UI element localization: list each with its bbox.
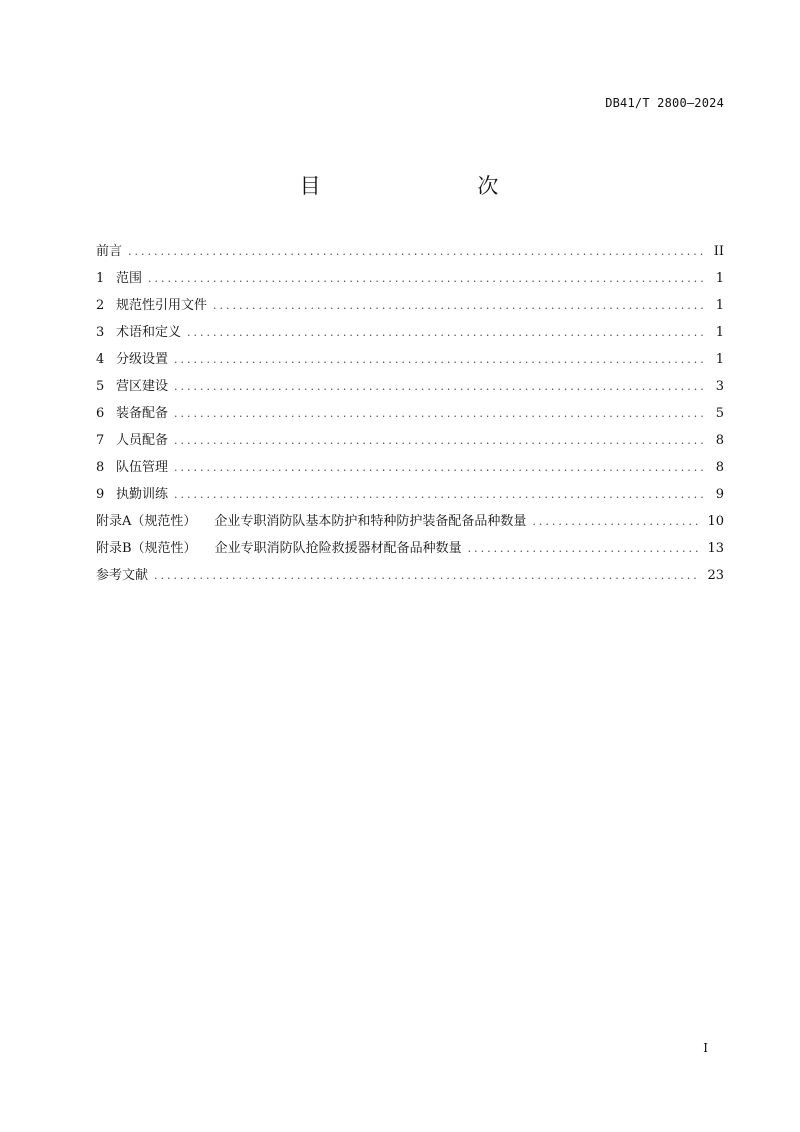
toc-entry-appendix-b[interactable] xyxy=(96,537,724,564)
toc-entry-label: 规范性引用文件 xyxy=(116,298,208,313)
page-title: 目 次 xyxy=(299,174,501,198)
toc-entry-label: 术语和定义 xyxy=(116,325,182,340)
toc-leader-dots xyxy=(213,294,706,318)
toc-entry-page: 1 xyxy=(715,352,724,367)
toc-entry-equipment[interactable] xyxy=(96,402,724,429)
toc-entry-sublabel: 企业专职消防队抢险救援器材配备品种数量 xyxy=(214,541,462,556)
toc-entry-label: 执勤训练 xyxy=(116,487,169,502)
toc-entry-page: II xyxy=(713,244,724,259)
toc-entry-number: 8 xyxy=(96,460,105,475)
toc-entry-label: 范围 xyxy=(116,271,143,286)
toc-entry-page: 3 xyxy=(715,379,724,394)
toc-entry-label: 队伍管理 xyxy=(116,460,169,475)
toc-leader-dots xyxy=(154,564,701,588)
toc-entry-page: 9 xyxy=(715,487,724,502)
document-code: DB41/T 2800—2024 xyxy=(605,96,724,110)
toc-entry-number: 9 xyxy=(96,487,105,502)
toc-entry-normative-references[interactable] xyxy=(96,294,724,321)
toc-leader-dots xyxy=(174,483,706,507)
toc-leader-dots xyxy=(174,348,706,372)
toc-leader-dots xyxy=(468,537,702,561)
table-of-contents xyxy=(96,240,724,591)
toc-entry-staffing[interactable] xyxy=(96,429,724,456)
toc-entry-bibliography[interactable] xyxy=(96,564,724,591)
toc-entry-page: 10 xyxy=(707,514,724,529)
toc-entry-label: 装备配备 xyxy=(116,406,169,421)
toc-entry-duty-training[interactable] xyxy=(96,483,724,510)
toc-entry-number: 4 xyxy=(96,352,105,367)
toc-entry-number: 1 xyxy=(96,271,105,286)
toc-leader-dots xyxy=(174,456,706,480)
toc-entry-preface[interactable] xyxy=(96,240,724,267)
toc-entry-label: 附录B（规范性） xyxy=(96,541,197,556)
page-number: I xyxy=(703,1041,708,1055)
toc-entry-number: 3 xyxy=(96,325,105,340)
toc-leader-dots xyxy=(532,510,701,534)
toc-entry-label: 营区建设 xyxy=(116,379,169,394)
toc-entry-page: 5 xyxy=(715,406,724,421)
toc-entry-page: 1 xyxy=(715,271,724,286)
toc-leader-dots xyxy=(174,375,706,399)
toc-entry-page: 23 xyxy=(707,568,724,583)
toc-entry-page: 1 xyxy=(715,325,724,340)
toc-leader-dots xyxy=(174,429,706,453)
toc-entry-number: 7 xyxy=(96,433,105,448)
toc-entry-number: 2 xyxy=(96,298,105,313)
toc-leader-dots xyxy=(174,402,706,426)
toc-entry-sublabel: 企业专职消防队基本防护和特种防护装备配备品种数量 xyxy=(214,514,527,529)
toc-leader-dots xyxy=(128,240,706,264)
toc-entry-page: 8 xyxy=(715,460,724,475)
toc-leader-dots xyxy=(187,321,706,345)
toc-leader-dots xyxy=(148,267,706,291)
toc-entry-label: 附录A（规范性） xyxy=(96,514,197,529)
toc-entry-page: 13 xyxy=(707,541,724,556)
toc-entry-label: 分级设置 xyxy=(116,352,169,367)
toc-entry-camp-construction[interactable] xyxy=(96,375,724,402)
toc-entry-label: 前言 xyxy=(96,244,123,259)
toc-entry-page: 1 xyxy=(715,298,724,313)
toc-entry-number: 6 xyxy=(96,406,105,421)
toc-entry-appendix-a[interactable] xyxy=(96,510,724,537)
toc-entry-page: 8 xyxy=(715,433,724,448)
toc-entry-number: 5 xyxy=(96,379,105,394)
toc-entry-team-management[interactable] xyxy=(96,456,724,483)
toc-entry-terms-definitions[interactable] xyxy=(96,321,724,348)
toc-entry-classification[interactable] xyxy=(96,348,724,375)
toc-entry-scope[interactable] xyxy=(96,267,724,294)
toc-entry-label: 参考文献 xyxy=(96,568,149,583)
toc-entry-label: 人员配备 xyxy=(116,433,169,448)
